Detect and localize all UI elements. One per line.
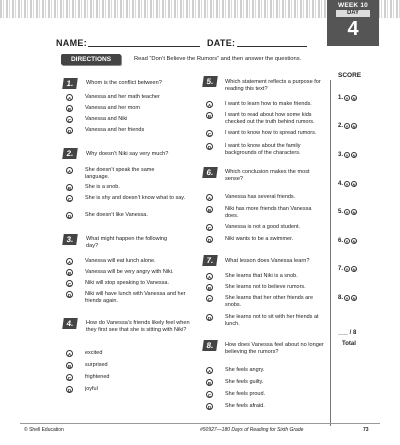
score-row-number: 8. (338, 295, 344, 301)
option-bubble[interactable]: C (207, 393, 212, 398)
question-number: 3. (62, 234, 78, 245)
option-text: She feels angry. (225, 367, 265, 373)
option-bubble[interactable]: C (207, 132, 212, 137)
option-bubble[interactable]: A (207, 196, 212, 201)
option-text: Vanessa and her math teacher (85, 94, 160, 100)
footer-book-title: #50927—180 Days of Reading for Sixth Grade (200, 427, 304, 433)
no-bubble[interactable]: N (352, 124, 356, 129)
yes-bubble[interactable]: Y (345, 153, 349, 158)
option-bubble[interactable]: C (67, 118, 72, 123)
option-text: Niki wants to be a swimmer. (225, 236, 294, 242)
option-text: She learns not to sit with her friends at lunch. (225, 314, 319, 327)
yes-bubble[interactable]: Y (345, 296, 349, 301)
option-bubble[interactable]: C (207, 226, 212, 231)
yes-bubble[interactable]: Y (345, 210, 349, 215)
option-bubble[interactable]: D (67, 129, 72, 134)
score-row (338, 123, 357, 129)
no-bubble[interactable]: N (352, 296, 356, 301)
option-text: Vanessa is not a good student. (225, 224, 301, 230)
footer-rule (20, 423, 380, 424)
no-bubble[interactable]: N (352, 153, 356, 158)
week-day-tag (327, 0, 379, 46)
score-row-number: 6. (338, 238, 344, 244)
option-bubble[interactable]: B (67, 364, 72, 369)
score-row-number: 4. (338, 181, 344, 187)
option-text: She doesn’t speak the same language. (85, 167, 155, 180)
option-bubble[interactable]: B (207, 114, 212, 119)
option-text: She feels proud. (225, 391, 266, 397)
option-text: She doesn’t like Vanessa. (85, 212, 148, 218)
option-bubble[interactable]: C (207, 297, 212, 302)
option-bubble[interactable]: C (67, 197, 72, 202)
day-label: DAY (336, 10, 370, 17)
option-bubble[interactable]: D (207, 316, 212, 321)
option-bubble[interactable]: A (207, 369, 212, 374)
option-text: I want to learn how to make friends. (225, 101, 312, 107)
score-row (338, 295, 357, 301)
score-row-number: 5. (338, 209, 344, 215)
option-bubble[interactable]: D (207, 238, 212, 243)
question-number: 6. (202, 167, 218, 178)
option-text: Vanessa will be very angry with Niki. (85, 269, 174, 275)
question-number: 2. (62, 148, 78, 159)
score-row (338, 209, 357, 215)
question-number: 1. (62, 78, 78, 89)
yes-bubble[interactable]: Y (345, 267, 349, 272)
question-text: Whom is the conflict between? (86, 80, 162, 86)
question-text: What might happen the following day? (86, 236, 168, 249)
no-bubble[interactable]: N (352, 182, 356, 187)
day-number: 4 (347, 18, 359, 40)
option-bubble[interactable]: A (207, 103, 212, 108)
option-text: She feels guilty. (225, 379, 264, 385)
option-text: Vanessa will eat lunch alone. (85, 258, 156, 264)
option-bubble[interactable]: A (67, 260, 72, 265)
option-bubble[interactable]: D (67, 388, 72, 393)
score-row (338, 266, 357, 272)
question-text: Which statement reflects a purpose for reading this text? (225, 79, 321, 92)
question-number: 8. (202, 340, 218, 351)
score-row-number: 7. (338, 266, 344, 272)
no-bubble[interactable]: N (352, 96, 356, 101)
option-bubble[interactable]: D (207, 145, 212, 150)
no-bubble[interactable]: N (352, 239, 356, 244)
total-score-line[interactable]: ___ / 8 (338, 330, 357, 336)
option-text: Vanessa and her mom (85, 105, 140, 111)
score-row (338, 95, 357, 101)
score-title: SCORE (338, 72, 362, 79)
question-number: 4. (62, 318, 78, 329)
option-bubble[interactable]: B (67, 107, 72, 112)
question-text: What lesson does Vanessa learn? (225, 258, 310, 264)
option-bubble[interactable]: A (67, 352, 72, 357)
option-bubble[interactable]: B (67, 271, 72, 276)
option-bubble[interactable]: D (67, 293, 72, 298)
option-text: Niki will stop speaking to Vanessa. (85, 280, 169, 286)
directions-badge: DIRECTIONS (61, 54, 121, 65)
option-text: excited (85, 350, 103, 356)
score-row-number: 2. (338, 123, 344, 129)
question-number: 5. (202, 76, 218, 87)
option-bubble[interactable]: C (67, 376, 72, 381)
directions-text: Read “Don’t Believe the Rumors” and then answer the questions. (134, 56, 302, 62)
option-text: Vanessa has several friends. (225, 194, 296, 200)
footer-copyright: © Shell Education (24, 427, 64, 433)
option-text: She is shy and doesn’t know what to say. (85, 195, 186, 201)
option-text: I want to know about the family backgrounds of the characters. (225, 143, 301, 156)
option-text: I want to know how to spread rumors. (225, 130, 317, 136)
week-label: WEEK 10 (338, 2, 368, 9)
option-bubble[interactable]: D (207, 405, 212, 410)
option-text: I want to read about how some kids checked out the truth behind rumors. (225, 112, 315, 125)
page-number: 73 (363, 427, 369, 433)
option-bubble[interactable]: B (207, 286, 212, 291)
option-text: surprised (85, 362, 108, 368)
option-text: joyful (85, 386, 98, 392)
option-bubble[interactable]: C (67, 282, 72, 287)
score-row (338, 238, 357, 244)
question-text: How do Vanessa’s friends likely feel when they first see that she is sitting with Niki? (86, 320, 190, 333)
option-text: She feels afraid. (225, 403, 265, 409)
option-text: frightened (85, 374, 110, 380)
option-text: Vanessa and her friends (85, 127, 145, 133)
option-text: She learns that Niki is a snob. (225, 273, 298, 279)
option-bubble[interactable]: A (207, 275, 212, 280)
score-row-number: 1. (338, 95, 344, 101)
yes-bubble[interactable]: Y (345, 239, 349, 244)
option-text: Niki will have lunch with Vanessa and her friends again. (85, 291, 186, 304)
option-bubble[interactable]: D (67, 214, 72, 219)
option-text: Vanessa and Niki (85, 116, 128, 122)
option-bubble[interactable]: B (67, 186, 72, 191)
option-text: She is a snob. (85, 184, 120, 190)
question-text: Which conclusion makes the most sense? (225, 169, 310, 182)
question-text: How does Vanessa feel about no longer believing the rumors? (225, 342, 324, 355)
no-bubble[interactable]: N (352, 210, 356, 215)
score-row (338, 181, 357, 187)
date-label: DATE: (207, 38, 236, 48)
score-divider (330, 80, 331, 426)
name-label: NAME: (56, 38, 87, 48)
score-row-number: 3. (338, 152, 344, 158)
option-text: She learns that her other friends are snobs. (225, 295, 314, 308)
option-bubble[interactable]: B (207, 381, 212, 386)
yes-bubble[interactable]: Y (345, 96, 349, 101)
option-bubble[interactable]: A (67, 169, 72, 174)
question-text: Why doesn’t Niki say very much? (86, 151, 169, 157)
option-text: She learns not to believe rumors. (225, 284, 306, 290)
option-bubble[interactable]: A (67, 96, 72, 101)
yes-bubble[interactable]: Y (345, 124, 349, 129)
total-label: Total (342, 341, 356, 347)
option-text: Niki has more friends than Vanessa does. (225, 206, 312, 219)
date-field-line[interactable] (237, 46, 307, 47)
score-row (338, 152, 357, 158)
no-bubble[interactable]: N (352, 267, 356, 272)
yes-bubble[interactable]: Y (345, 182, 349, 187)
question-number: 7. (202, 255, 218, 266)
option-bubble[interactable]: B (207, 208, 212, 213)
name-field-line[interactable] (88, 46, 200, 47)
